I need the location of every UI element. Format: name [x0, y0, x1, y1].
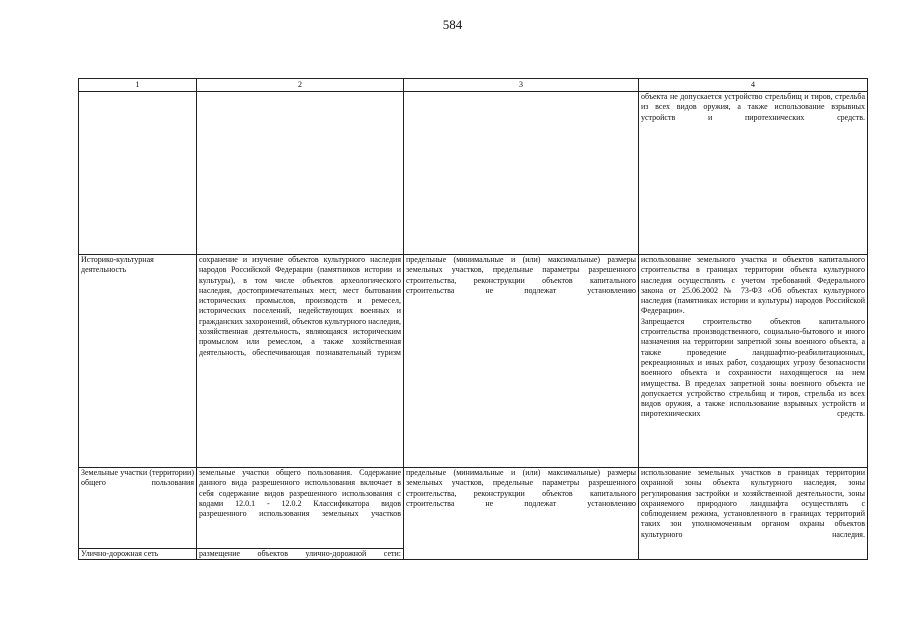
land-use-regulations-table	[78, 78, 868, 560]
cell-use-description: сохранение и изучение объектов культурного наследия народов Российской Федерации (памятников истории и культуры), в том числе объектов археологического наследия, достопримечательных мест, мест бытования исторических промыслов, производств и ремесел, исторических поселений, недействующих военных и гражданских захоронений, объектов культурного наследия, хозяйственная деятельность, являющаяся историческим промыслом или ремеслом, а также хозяйственная деятельность, обеспечивающая познавательный туризм	[197, 255, 404, 468]
cell-parameters: предельные (минимальные и (или) максимальные) размеры земельных участков, предельные параметры разрешенного строительства, реконструкции объектов капитального строительства не подлежат установлению	[404, 255, 639, 468]
cell-restrictions	[639, 255, 868, 468]
table-row-public-land	[79, 468, 868, 549]
cell-parameters: предельные (минимальные и (или) максимальные) размеры земельных участков, предельные параметры разрешенного строительства, реконструкции объектов капитального строительства не подлежат установлению	[404, 468, 639, 560]
cell-use-type	[79, 92, 197, 255]
cell-use-description: земельные участки общего пользования. Содержание данного вида разрешенного использования включает в себя содержание видов разрешенного использования с кодами 12.0.1 - 12.0.2 Классификатора видов разрешенного использования земельных участков	[197, 468, 404, 549]
column-number-2: 2	[197, 79, 404, 92]
cell-use-type: Улично-дорожная сеть	[79, 549, 197, 560]
column-number-3: 3	[404, 79, 639, 92]
column-number-1: 1	[79, 79, 197, 92]
table-header-row	[79, 79, 868, 92]
table-row-historical-cultural	[79, 255, 868, 468]
cell-use-description	[197, 92, 404, 255]
cell-use-type: Историко-культурная деятельность	[79, 255, 197, 468]
table-row-continuation	[79, 92, 868, 255]
restriction-paragraph: Запрещается строительство объектов капитального строительства производственного, социально-бытового и иного назначения на территории запретной зоны военного объекта, а также проведение ландшафтно-реабилитационных, рекреационных и иных работ, создающих угрозу безопасности военного объекта и сохранности находящегося на нем имущества. В пределах запретной зоны военного объекта не допускается устройство стрельбищ и тиров, стрельба из всех видов оружия, а также использование взрывных устройств и пиротехнических средств.	[641, 316, 865, 419]
cell-use-type: Земельные участки (территории) общего пользования	[79, 468, 197, 549]
cell-restrictions: объекта не допускается устройство стрельбищ и тиров, стрельба из всех видов оружия, а также использование взрывных устройств и пиротехнических средств.	[639, 92, 868, 255]
restriction-paragraph: использование земельного участка и объектов капитального строительства в границах территории объекта культурного наследия осуществлять с учетом требований Федерального закона от 25.06.2002 № 73-ФЗ «Об объектах культурного наследия (памятниках истории и культуры) народов Российской Федерации».	[641, 255, 865, 316]
cell-parameters	[404, 92, 639, 255]
cell-use-description: размещение объектов улично-дорожной сети:	[197, 549, 404, 560]
cell-restrictions: использование земельных участков в границах территории охранной зоны объекта культурного наследия, зоны регулирования застройки и хозяйственной деятельности, зоны охраняемого природного ландшафта осуществлять с соблюдением режима, установленного в границах территорий таких зон уполномоченным органом охраны объектов культурного наследия.	[639, 468, 868, 560]
page-number: 584	[442, 17, 463, 32]
column-number-4: 4	[639, 79, 868, 92]
